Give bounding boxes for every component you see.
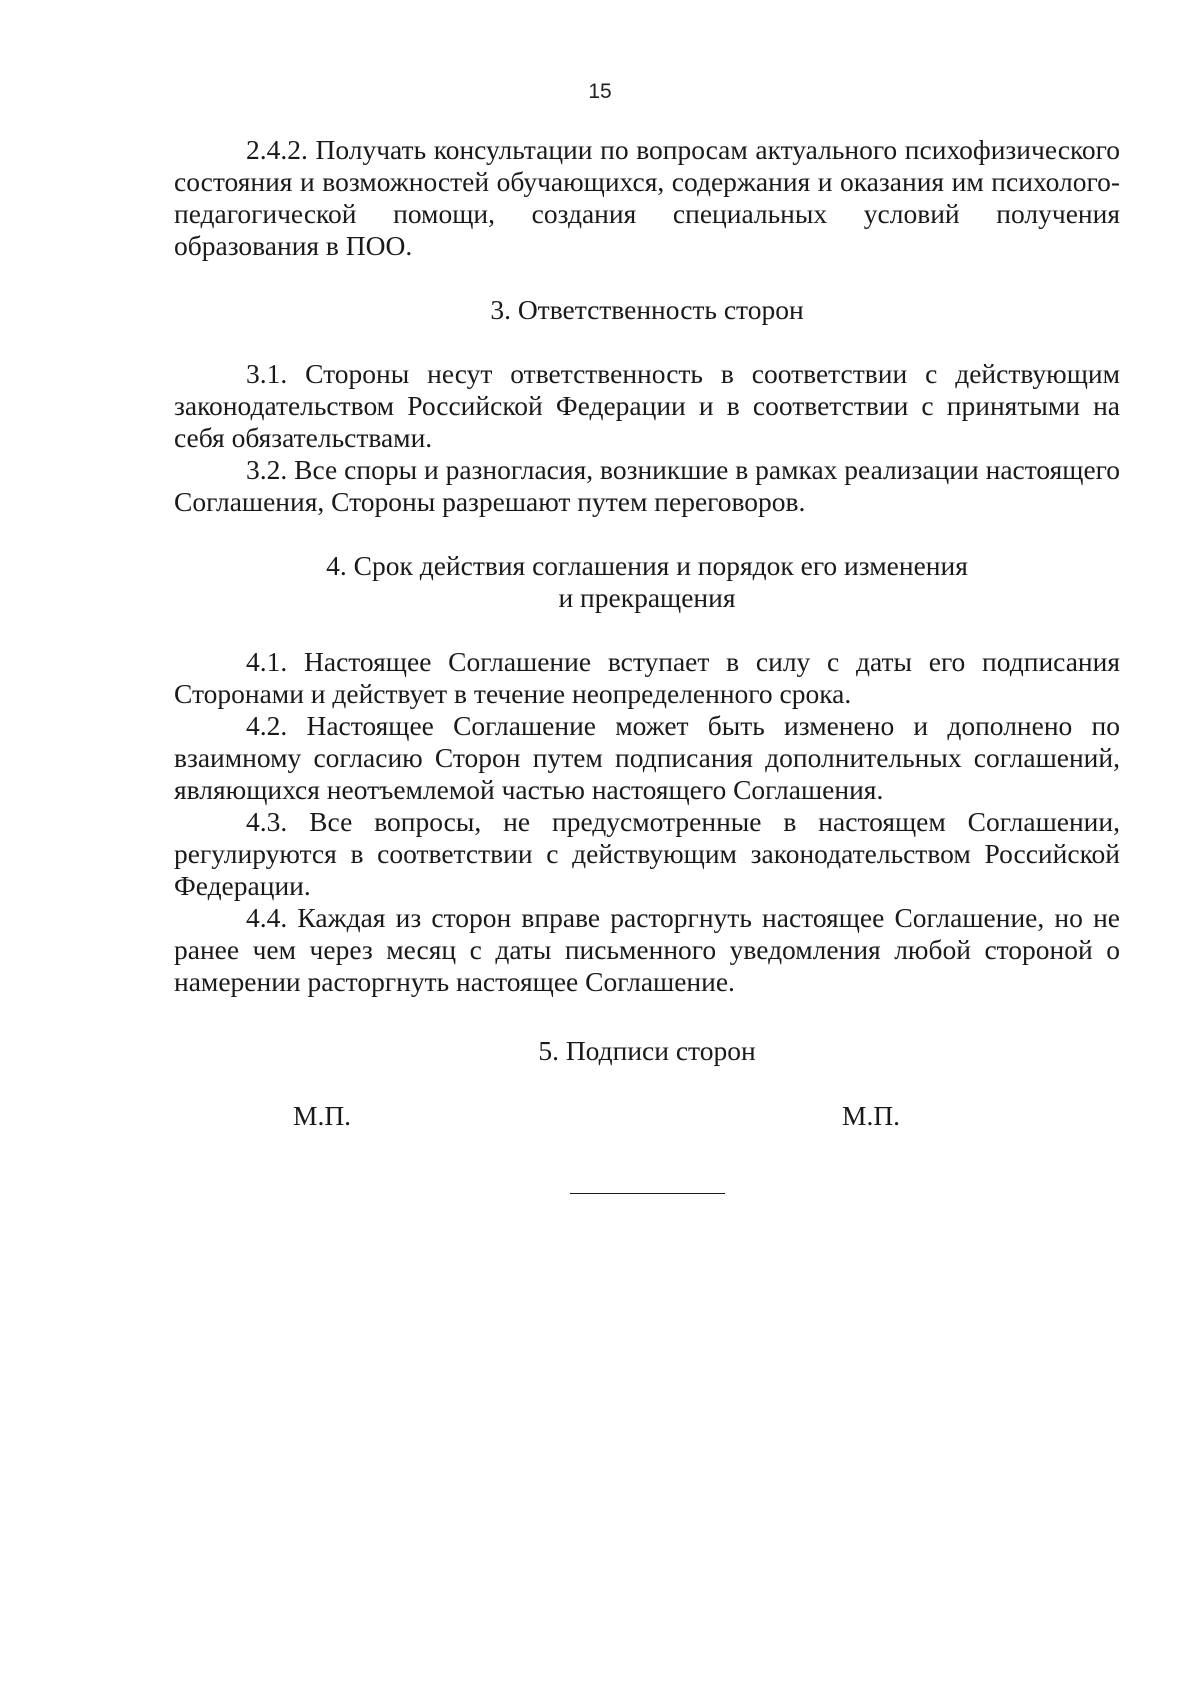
- paragraph-4-4: 4.4. Каждая из сторон вправе расторгнуть настоящее Соглашение, но не ранее чем через месяц с даты письменного уведомления любой стороной о намерении расторгнуть настоящее Соглашение.: [174, 902, 1120, 997]
- section-3-block: [174, 358, 1120, 518]
- paragraph-4-3: 4.3. Все вопросы, не предусмотренные в настоящем Соглашении, регулируются в соответствии с действующим законодательством Российской Федерации.: [174, 806, 1120, 901]
- section-2-block: [174, 134, 1120, 262]
- section-4-heading: [174, 550, 1120, 614]
- paragraph-4-1: 4.1. Настоящее Соглашение вступает в силу с даты его подписания Сторонами и действует в течение неопределенного срока.: [174, 646, 1120, 709]
- stamp-placeholder-right: М.П.: [842, 1100, 901, 1131]
- paragraph-2-4-2: 2.4.2. Получать консультации по вопросам актуального психофизического состояния и возможностей обучающихся, содержания и оказания им психолого-педагогической помощи, создания специальных условий получения образования в ПОО.: [174, 134, 1120, 261]
- section-4-heading-line-1: 4. Срок действия соглашения и порядок его изменения: [326, 550, 968, 581]
- stamp-placeholder-left: М.П.: [293, 1100, 352, 1131]
- section-4-heading-line-2: и прекращения: [558, 582, 736, 613]
- paragraph-4-2: 4.2. Настоящее Соглашение может быть изменено и дополнено по взаимному согласию Сторон путем подписания дополнительных соглашений, являющихся неотъемлемой частью настоящего Соглашения.: [174, 710, 1120, 805]
- section-4-block: [174, 646, 1120, 998]
- paragraph-3-2: 3.2. Все споры и разногласия, возникшие в рамках реализации настоящего Соглашения, Стороны разрешают путем переговоров.: [174, 454, 1120, 517]
- closing-divider: [570, 1193, 725, 1194]
- section-3-heading: 3. Ответственность сторон: [490, 294, 804, 325]
- section-5-heading: 5. Подписи сторон: [538, 1035, 756, 1066]
- page-number: 15: [588, 80, 612, 103]
- paragraph-3-1: 3.1. Стороны несут ответственность в соответствии с действующим законодательством Российской Федерации и в соответствии с принятыми на себя обязательствами.: [174, 358, 1120, 453]
